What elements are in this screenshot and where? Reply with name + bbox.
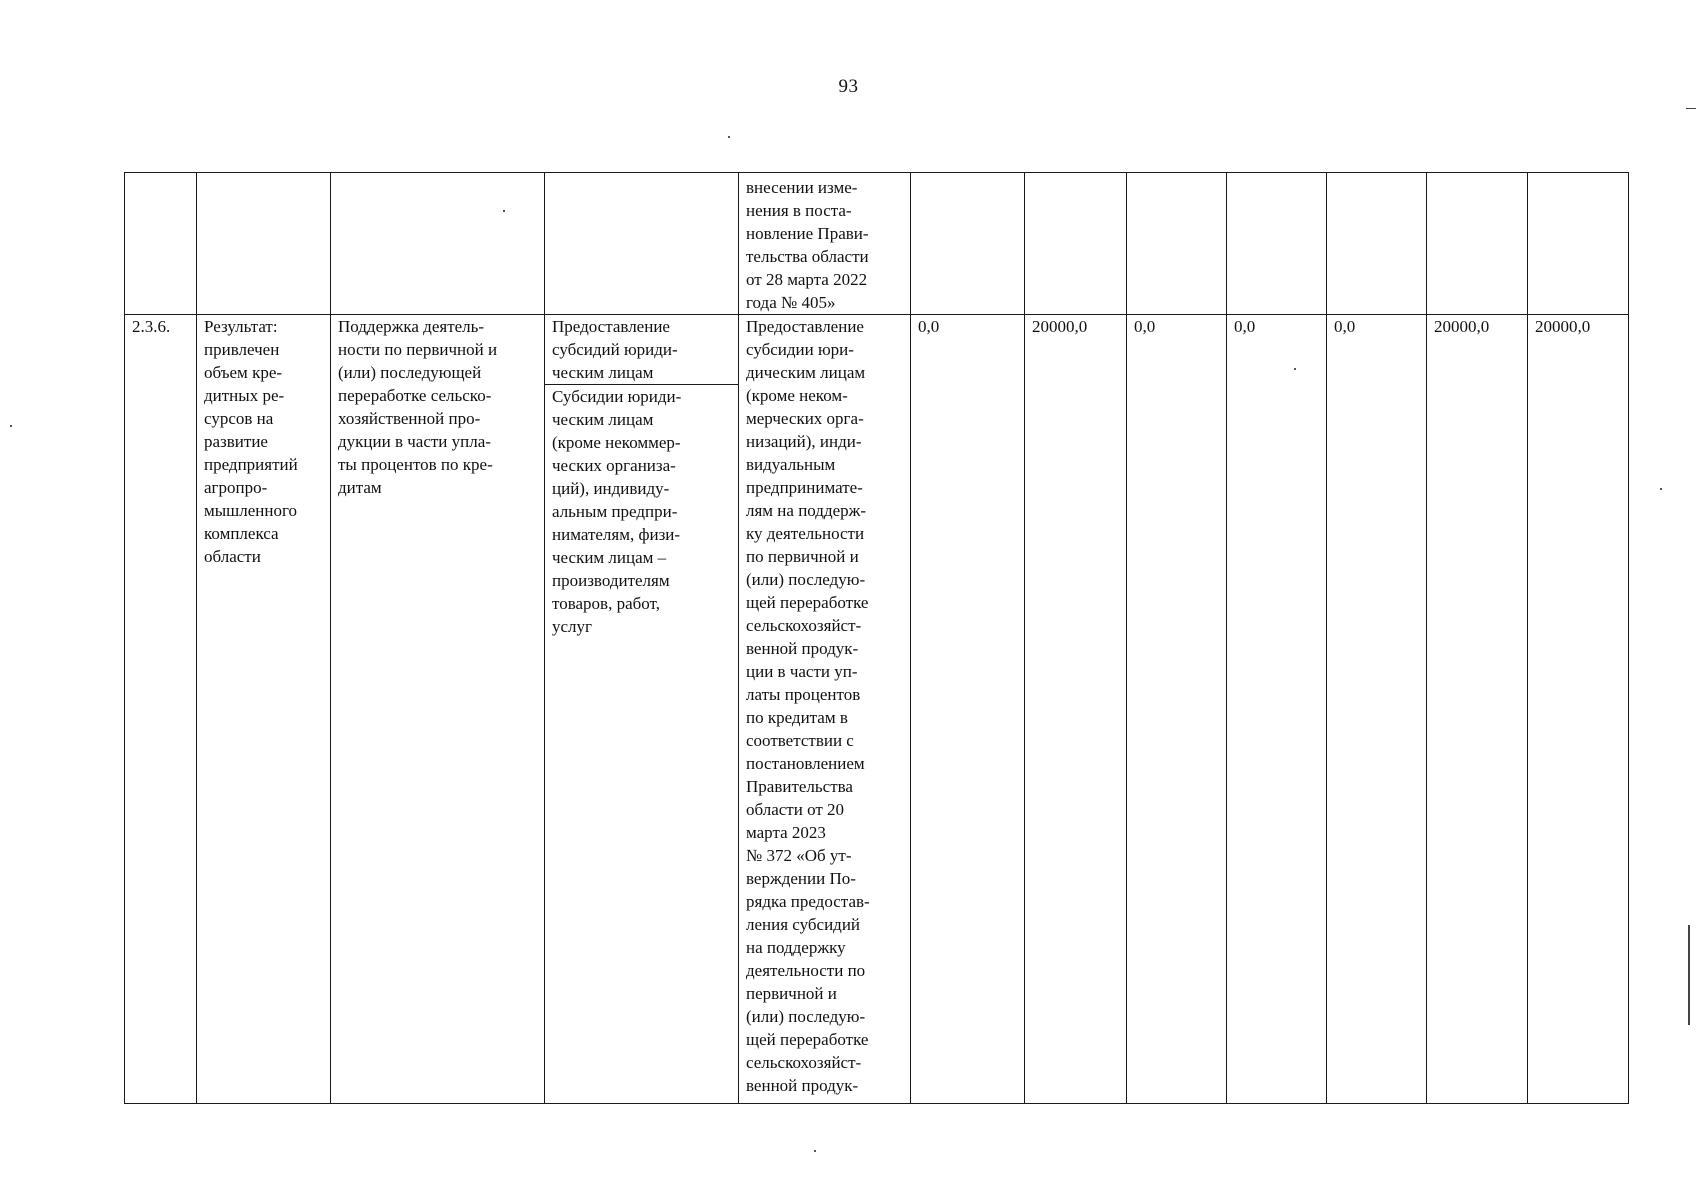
table-row-2-3-6	[125, 315, 1629, 1104]
cell-empty	[1127, 173, 1227, 315]
scan-speck	[503, 210, 505, 212]
value-cell-5: 0,0	[1327, 315, 1427, 1104]
value-cell-2: 20000,0	[1025, 315, 1127, 1104]
value-cell-7: 20000,0	[1528, 315, 1629, 1104]
direction-detail: Субсидии юриди- ческим лицам (кроме некоммер- ческих организа- ций), индивиду- альным предпри- нимателям, физи- ческим лицам – производителям товаров, работ, услуг	[552, 387, 682, 636]
cell-continued-description: внесении изме- нения в поста- новление Прави- тельства области от 28 марта 2022 года № 405»	[739, 173, 911, 315]
page-number: 93	[838, 76, 859, 97]
value-cell-6: 20000,0	[1427, 315, 1528, 1104]
scan-speck	[814, 1150, 816, 1152]
value-cell-4: 0,0	[1227, 315, 1327, 1104]
cell-empty	[1327, 173, 1427, 315]
row-number: 2.3.6.	[125, 315, 197, 1104]
scan-speck	[1294, 368, 1296, 370]
scan-edge-mark	[1688, 925, 1690, 1025]
scan-speck	[10, 425, 12, 427]
scan-speck	[728, 136, 730, 138]
direction-cell	[545, 315, 739, 1104]
scan-speck	[1660, 488, 1662, 490]
cell-empty	[1227, 173, 1327, 315]
scan-edge-mark	[1686, 108, 1696, 109]
description-cell: Предоставление субсидии юри- дическим лицам (кроме неком- мерческих орга- низаций), инди- видуальным предпринимате- лям на поддерж- ку деятельности по первичной и (или) последую- щей переработке сельскохозяйст- венной продук- ции в части уп- латы процентов по кредитам в соответствии с постановлением Правительства области от 20 марта 2023 № 372 «Об ут- верждении По- рядка предостав- ления субсидий на поддержку деятельности по первичной и (или) последую- щей переработке сельскохозяйст- венной продук-	[739, 315, 911, 1104]
cell-empty	[125, 173, 197, 315]
direction-title: Предоставление субсидий юриди- ческим лицам	[545, 315, 738, 385]
table-row-continued	[125, 173, 1629, 315]
cell-empty	[1025, 173, 1127, 315]
cell-empty	[197, 173, 331, 315]
budget-table	[124, 172, 1629, 1104]
value-cell-3: 0,0	[1127, 315, 1227, 1104]
result-cell: Результат: привлечен объем кре- дитных ре- сурсов на развитие предприятий агропро- мышленного комплекса области	[197, 315, 331, 1104]
cell-empty	[331, 173, 545, 315]
value-cell-1: 0,0	[911, 315, 1025, 1104]
cell-empty	[545, 173, 739, 315]
cell-empty	[911, 173, 1025, 315]
cell-empty	[1528, 173, 1629, 315]
measure-cell: Поддержка деятель- ности по первичной и (или) последующей переработке сельско- хозяйственной про- дукции в части упла- ты процентов по кре- дитам	[331, 315, 545, 1104]
cell-empty	[1427, 173, 1528, 315]
